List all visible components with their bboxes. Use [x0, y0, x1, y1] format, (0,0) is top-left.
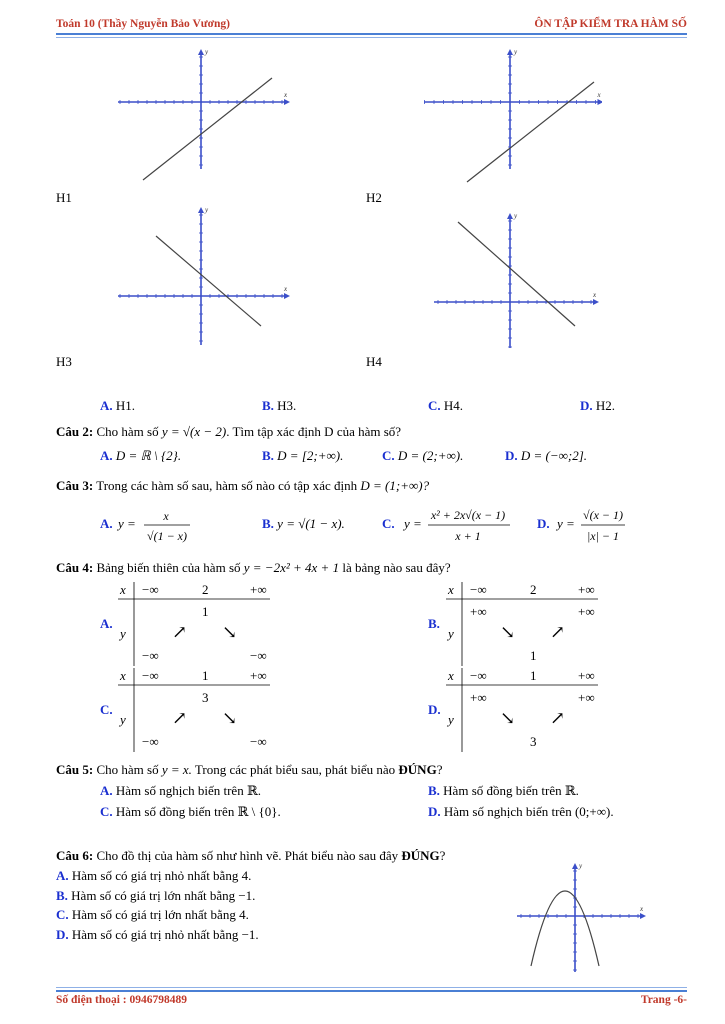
svg-text:√(x − 1): √(x − 1): [582, 508, 624, 522]
question-2: Câu 2: Cho hàm số y = √(x − 2). Tìm tập xác định D của hàm số?: [56, 424, 402, 439]
table-top-value: +∞: [578, 604, 595, 619]
table-bottom-value: −∞: [250, 648, 267, 663]
table-x-value: +∞: [250, 668, 267, 683]
table-bottom-value: 3: [530, 734, 537, 749]
table-bottom-value: 1: [530, 648, 537, 663]
table-x-value: 1: [202, 668, 209, 683]
q3-a-fraction: [142, 508, 194, 546]
graph-h1: [118, 44, 290, 186]
table-x-value: 2: [202, 582, 209, 597]
q2-option-d[interactable]: D. D = (−∞;2].: [505, 448, 588, 463]
table-x-value: 1: [530, 668, 537, 683]
table-arrow-icon: ↘: [500, 622, 516, 642]
table-x-label: x: [120, 668, 126, 683]
x-axis-label: x: [593, 291, 597, 299]
table-top-value: +∞: [470, 690, 487, 705]
q2-option-b[interactable]: B. D = [2;+∞).: [262, 448, 344, 463]
q3-d-fraction: [579, 506, 629, 546]
table-bottom-value: −∞: [142, 734, 159, 749]
page-header: [56, 18, 687, 32]
x-axis-label: x: [597, 91, 601, 99]
table-option-letter: D.: [428, 702, 441, 717]
q6-option-b[interactable]: B. Hàm số có giá trị lớn nhất bằng −1.: [56, 888, 256, 903]
table-x-label: x: [448, 668, 454, 683]
svg-text:x² + 2x√(x − 1): x² + 2x√(x − 1): [430, 508, 506, 522]
graph-h3: [118, 206, 290, 348]
question-6: Câu 6: Cho đồ thị của hàm số như hình vẽ. Phát biểu nào sau đây ĐÚNG?: [56, 848, 446, 863]
q5-option-d[interactable]: D. Hàm số nghịch biến trên (0;+∞).: [428, 804, 614, 819]
table-arrow-icon: ↘: [222, 708, 238, 728]
graph-h4: [430, 206, 602, 348]
table-top-value: +∞: [470, 604, 487, 619]
q6-option-a[interactable]: A. Hàm số có giá trị nhỏ nhất bằng 4.: [56, 868, 252, 883]
svg-text:x: x: [163, 509, 169, 523]
q3-c-fraction: [426, 506, 514, 546]
q6-option-c[interactable]: C. Hàm số có giá trị lớn nhất bằng 4.: [56, 907, 249, 922]
q2-option-c[interactable]: C. D = (2;+∞).: [382, 448, 464, 463]
y-axis-label: y: [514, 212, 518, 220]
footer-rule: [56, 990, 687, 992]
table-option-letter: C.: [100, 702, 113, 717]
table-arrow-icon: ↗: [172, 622, 188, 642]
table-top-value: 3: [202, 690, 209, 705]
graph-label-h2: H2: [366, 190, 382, 205]
graph-label-h4: H4: [366, 354, 382, 369]
q5-option-c[interactable]: C. Hàm số đồng biến trên ℝ \ {0}.: [100, 804, 281, 819]
footer-rule-thin: [56, 987, 687, 988]
svg-text:x + 1: x + 1: [455, 529, 481, 543]
q1-option-b[interactable]: B. H3.: [262, 398, 297, 413]
svg-text:|x| − 1: |x| − 1: [586, 529, 620, 543]
y-axis-label: y: [579, 862, 583, 870]
q4-table-d[interactable]: [428, 668, 608, 752]
table-top-value: +∞: [578, 690, 595, 705]
table-x-value: −∞: [142, 582, 159, 597]
table-arrow-icon: ↘: [500, 708, 516, 728]
y-axis-label: y: [205, 206, 209, 214]
y-axis-label: y: [205, 48, 209, 56]
q1-option-a[interactable]: A. H1.: [100, 398, 136, 413]
table-x-value: −∞: [470, 582, 487, 597]
table-x-value: 2: [530, 582, 537, 597]
x-axis-label: x: [640, 905, 644, 913]
y-axis-label: y: [514, 48, 518, 56]
svg-text:√(1 − x): √(1 − x): [146, 529, 188, 543]
table-arrow-icon: ↘: [222, 622, 238, 642]
q2-option-a[interactable]: A. D = ℝ \ {2}.: [100, 448, 182, 463]
table-option-letter: B.: [428, 616, 440, 631]
header-right: ÔN TẬP KIỂM TRA HÀM SỐ: [534, 18, 687, 30]
table-option-letter: A.: [100, 616, 113, 631]
table-arrow-icon: ↗: [172, 708, 188, 728]
question-5: Câu 5: Cho hàm số y = x. Trong các phát biểu sau, phát biểu nào ĐÚNG?: [56, 762, 443, 777]
table-x-value: −∞: [142, 668, 159, 683]
q4-table-c[interactable]: [100, 668, 280, 752]
q5-option-b[interactable]: B. Hàm số đồng biến trên ℝ.: [428, 783, 579, 798]
question-4: Câu 4: Bảng biến thiên của hàm số y = −2x² + 4x + 1 là bảng nào sau đây?: [56, 560, 451, 575]
q5-option-a[interactable]: A. Hàm số nghịch biến trên ℝ.: [100, 783, 261, 798]
q4-table-a[interactable]: [100, 582, 280, 666]
table-x-label: x: [448, 582, 454, 597]
table-x-value: +∞: [578, 668, 595, 683]
x-axis-label: x: [284, 91, 288, 99]
table-arrow-icon: ↗: [550, 708, 566, 728]
table-bottom-value: −∞: [142, 648, 159, 663]
table-y-label: y: [120, 712, 126, 727]
table-x-value: +∞: [250, 582, 267, 597]
table-y-label: y: [120, 626, 126, 641]
q1-option-d[interactable]: D. H2.: [580, 398, 616, 413]
q1-option-c[interactable]: C. H4.: [428, 398, 464, 413]
table-x-value: −∞: [470, 668, 487, 683]
table-x-value: +∞: [578, 582, 595, 597]
table-y-label: y: [448, 626, 454, 641]
header-rule: [56, 33, 687, 35]
graph-label-h1: H1: [56, 190, 72, 205]
graph-label-h3: H3: [56, 354, 72, 369]
question-3: Câu 3: Trong các hàm số sau, hàm số nào có tập xác định D = (1;+∞)?: [56, 478, 430, 493]
table-arrow-icon: ↗: [550, 622, 566, 642]
q3-option-b[interactable]: B. y = √(1 − x).: [262, 516, 345, 531]
table-x-label: x: [120, 582, 126, 597]
table-top-value: 1: [202, 604, 209, 619]
table-y-label: y: [448, 712, 454, 727]
graph-h2: [424, 44, 602, 186]
q6-option-d[interactable]: D. Hàm số có giá trị nhỏ nhất bằng −1.: [56, 927, 259, 942]
header-left: Toán 10 (Thầy Nguyễn Bảo Vương): [56, 18, 230, 30]
header-rule-thin: [56, 37, 687, 38]
x-axis-label: x: [284, 285, 288, 293]
footer-page: Trang -6-: [640, 994, 687, 1006]
table-bottom-value: −∞: [250, 734, 267, 749]
graph-parabola: [505, 856, 650, 972]
q4-table-b[interactable]: [428, 582, 608, 666]
footer-phone: Số điện thoại : 0946798489: [56, 994, 187, 1006]
